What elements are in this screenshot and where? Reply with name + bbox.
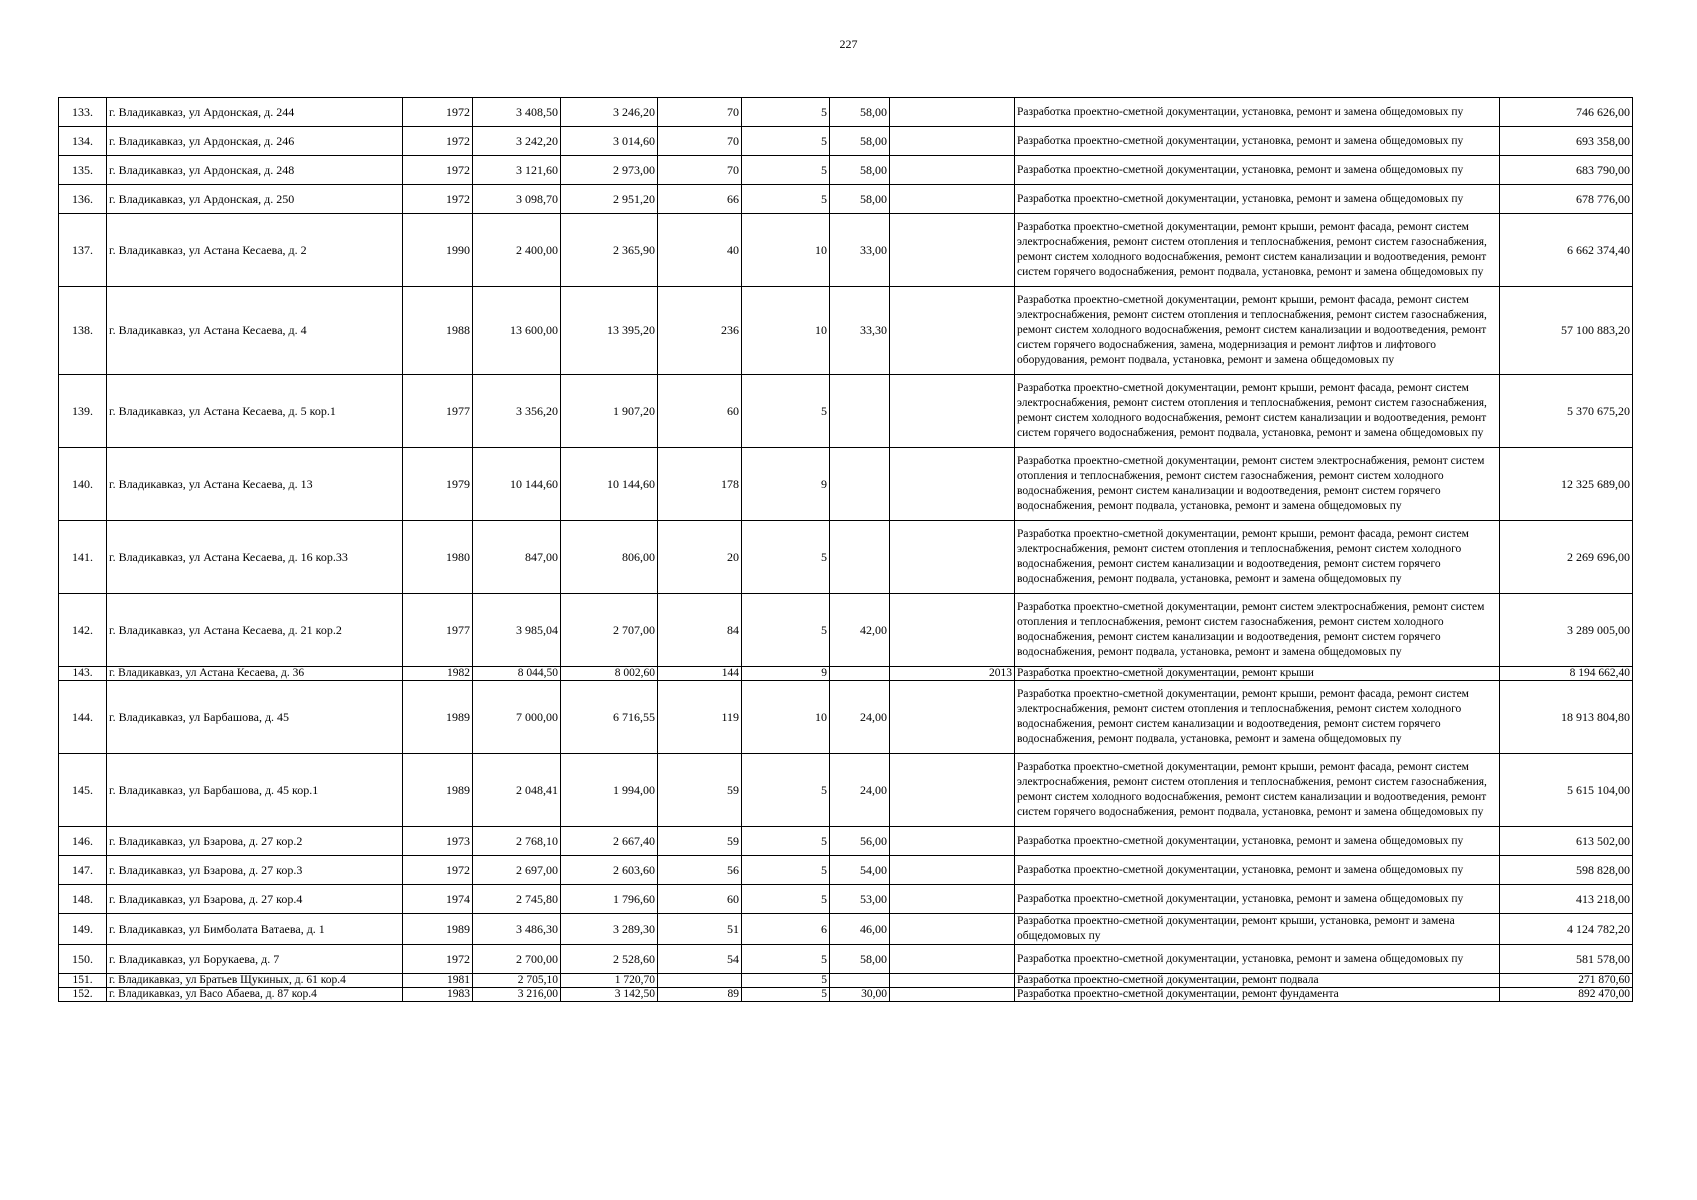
house-address-cell: г. Владикавказ, ул Бзарова, д. 27 кор.2 [107,827,403,856]
repair-works-cell: Разработка проектно-сметной документации, ремонт крыши, ремонт фасада, ремонт систем электроснабжения, ремонт систем отопления и теплоснабжения, ремонт систем газоснабжения, ремонт систем холодного водоснабжения, ремонт систем канализации и водоотведения, ремонт систем горячего водоснабжения, ремонт подвала, установка, ремонт и замена общедомовых пу [1015,375,1500,448]
floor-count-cell: 5 [742,521,830,594]
apartment-count-cell: 51 [658,914,742,945]
row-number-cell: 150. [59,945,107,974]
last-repair-year-cell [890,856,1015,885]
wear-percent-cell: 24,00 [830,754,890,827]
row-number-cell: 151. [59,974,107,988]
floor-count-cell: 6 [742,914,830,945]
table-row [59,448,1633,521]
total-area-cell: 3 098,70 [473,185,561,214]
total-area-cell: 3 408,50 [473,98,561,127]
table-row [59,827,1633,856]
house-address-cell: г. Владикавказ, ул Бзарова, д. 27 кор.3 [107,856,403,885]
wear-percent-cell: 46,00 [830,914,890,945]
wear-percent-cell: 24,00 [830,681,890,754]
apartment-count-cell: 70 [658,127,742,156]
repair-works-cell: Разработка проектно-сметной документации, ремонт подвала [1015,974,1500,988]
repair-cost-cell: 598 828,00 [1500,856,1633,885]
house-address-cell: г. Владикавказ, ул Бзарова, д. 27 кор.4 [107,885,403,914]
house-address-cell: г. Владикавказ, ул Васо Абаева, д. 87 кор.4 [107,988,403,1002]
repair-cost-cell: 6 662 374,40 [1500,214,1633,287]
repair-works-cell: Разработка проектно-сметной документации, установка, ремонт и замена общедомовых пу [1015,885,1500,914]
wear-percent-cell: 33,30 [830,287,890,375]
living-area-cell: 2 365,90 [561,214,658,287]
last-repair-year-cell [890,988,1015,1002]
living-area-cell: 3 142,50 [561,988,658,1002]
living-area-cell: 10 144,60 [561,448,658,521]
repair-works-cell: Разработка проектно-сметной документации, ремонт крыши, ремонт фасада, ремонт систем электроснабжения, ремонт систем отопления и теплоснабжения, ремонт систем холодного водоснабжения, ремонт систем канализации и водоотведения, ремонт систем горячего водоснабжения, ремонт подвала, установка, ремонт и замена общедомовых пу [1015,521,1500,594]
living-area-cell: 1 907,20 [561,375,658,448]
last-repair-year-cell [890,287,1015,375]
repair-works-cell: Разработка проектно-сметной документации, ремонт систем электроснабжения, ремонт систем отопления и теплоснабжения, ремонт систем газоснабжения, ремонт систем холодного водоснабжения, ремонт систем канализации и водоотведения, ремонт систем горячего водоснабжения, ремонт подвала, установка, ремонт и замена общедомовых пу [1015,448,1500,521]
apartment-count-cell: 144 [658,667,742,681]
repair-cost-cell: 5 370 675,20 [1500,375,1633,448]
last-repair-year-cell [890,521,1015,594]
repair-works-cell: Разработка проектно-сметной документации, ремонт систем электроснабжения, ремонт систем отопления и теплоснабжения, ремонт систем газоснабжения, ремонт систем холодного водоснабжения, ремонт систем канализации и водоотведения, ремонт систем горячего водоснабжения, ремонт подвала, установка, ремонт и замена общедомовых пу [1015,594,1500,667]
repair-works-cell: Разработка проектно-сметной документации, установка, ремонт и замена общедомовых пу [1015,98,1500,127]
living-area-cell: 2 528,60 [561,945,658,974]
living-area-cell: 1 994,00 [561,754,658,827]
total-area-cell: 847,00 [473,521,561,594]
wear-percent-cell: 53,00 [830,885,890,914]
construction-year-cell: 1972 [403,156,473,185]
row-number-cell: 135. [59,156,107,185]
construction-year-cell: 1972 [403,185,473,214]
table-row [59,375,1633,448]
apartment-count-cell: 60 [658,375,742,448]
wear-percent-cell: 56,00 [830,827,890,856]
apartment-count-cell: 40 [658,214,742,287]
apartment-count-cell: 84 [658,594,742,667]
total-area-cell: 2 768,10 [473,827,561,856]
apartment-count-cell: 66 [658,185,742,214]
row-number-cell: 137. [59,214,107,287]
construction-year-cell: 1983 [403,988,473,1002]
floor-count-cell: 5 [742,156,830,185]
last-repair-year-cell [890,98,1015,127]
construction-year-cell: 1972 [403,945,473,974]
table-row [59,856,1633,885]
construction-year-cell: 1989 [403,914,473,945]
last-repair-year-cell [890,974,1015,988]
house-address-cell: г. Владикавказ, ул Астана Кесаева, д. 13 [107,448,403,521]
last-repair-year-cell [890,681,1015,754]
total-area-cell: 2 048,41 [473,754,561,827]
house-address-cell: г. Владикавказ, ул Борукаева, д. 7 [107,945,403,974]
apartment-count-cell: 60 [658,885,742,914]
living-area-cell: 3 289,30 [561,914,658,945]
living-area-cell: 2 667,40 [561,827,658,856]
wear-percent-cell: 54,00 [830,856,890,885]
total-area-cell: 2 400,00 [473,214,561,287]
table-row [59,945,1633,974]
total-area-cell: 7 000,00 [473,681,561,754]
last-repair-year-cell: 2013 [890,667,1015,681]
total-area-cell: 2 705,10 [473,974,561,988]
floor-count-cell: 5 [742,988,830,1002]
page-number: 227 [839,37,858,51]
repair-cost-cell: 581 578,00 [1500,945,1633,974]
row-number-cell: 142. [59,594,107,667]
row-number-cell: 143. [59,667,107,681]
construction-year-cell: 1973 [403,827,473,856]
repair-cost-cell: 613 502,00 [1500,827,1633,856]
floor-count-cell: 5 [742,856,830,885]
wear-percent-cell: 42,00 [830,594,890,667]
row-number-cell: 133. [59,98,107,127]
table-row [59,594,1633,667]
table-row [59,885,1633,914]
row-number-cell: 147. [59,856,107,885]
wear-percent-cell: 58,00 [830,945,890,974]
floor-count-cell: 9 [742,448,830,521]
repair-works-cell: Разработка проектно-сметной документации, установка, ремонт и замена общедомовых пу [1015,827,1500,856]
last-repair-year-cell [890,945,1015,974]
apartment-count-cell: 119 [658,681,742,754]
house-address-cell: г. Владикавказ, ул Астана Кесаева, д. 4 [107,287,403,375]
row-number-cell: 145. [59,754,107,827]
row-number-cell: 144. [59,681,107,754]
construction-year-cell: 1990 [403,214,473,287]
total-area-cell: 2 745,80 [473,885,561,914]
wear-percent-cell [830,521,890,594]
living-area-cell: 6 716,55 [561,681,658,754]
repair-cost-cell: 57 100 883,20 [1500,287,1633,375]
repair-works-cell: Разработка проектно-сметной документации, установка, ремонт и замена общедомовых пу [1015,856,1500,885]
construction-year-cell: 1977 [403,594,473,667]
table-row [59,754,1633,827]
floor-count-cell: 9 [742,667,830,681]
wear-percent-cell: 33,00 [830,214,890,287]
apartment-count-cell [658,974,742,988]
living-area-cell: 1 720,70 [561,974,658,988]
apartment-count-cell: 178 [658,448,742,521]
house-address-cell: г. Владикавказ, ул Астана Кесаева, д. 36 [107,667,403,681]
floor-count-cell: 5 [742,185,830,214]
repair-works-cell: Разработка проектно-сметной документации, установка, ремонт и замена общедомовых пу [1015,156,1500,185]
apartment-count-cell: 56 [658,856,742,885]
repair-works-cell: Разработка проектно-сметной документации, ремонт крыши, ремонт фасада, ремонт систем электроснабжения, ремонт систем отопления и теплоснабжения, ремонт систем газоснабжения, ремонт систем холодного водоснабжения, ремонт систем канализации и водоотведения, ремонт систем горячего водоснабжения, ремонт подвала, установка, ремонт и замена общедомовых пу [1015,754,1500,827]
total-area-cell: 8 044,50 [473,667,561,681]
apartment-count-cell: 236 [658,287,742,375]
row-number-cell: 139. [59,375,107,448]
table-row [59,681,1633,754]
total-area-cell: 10 144,60 [473,448,561,521]
last-repair-year-cell [890,914,1015,945]
floor-count-cell: 5 [742,375,830,448]
construction-year-cell: 1988 [403,287,473,375]
floor-count-cell: 5 [742,98,830,127]
living-area-cell: 3 246,20 [561,98,658,127]
total-area-cell: 3 121,60 [473,156,561,185]
living-area-cell: 2 603,60 [561,856,658,885]
floor-count-cell: 10 [742,214,830,287]
row-number-cell: 136. [59,185,107,214]
wear-percent-cell [830,667,890,681]
floor-count-cell: 5 [742,594,830,667]
table-row [59,98,1633,127]
row-number-cell: 140. [59,448,107,521]
row-number-cell: 141. [59,521,107,594]
living-area-cell: 2 951,20 [561,185,658,214]
repair-cost-cell: 693 358,00 [1500,127,1633,156]
total-area-cell: 3 356,20 [473,375,561,448]
table-row [59,287,1633,375]
living-area-cell: 8 002,60 [561,667,658,681]
repair-cost-cell: 683 790,00 [1500,156,1633,185]
construction-year-cell: 1981 [403,974,473,988]
last-repair-year-cell [890,127,1015,156]
table-row [59,127,1633,156]
repair-works-cell: Разработка проектно-сметной документации, ремонт крыши, ремонт фасада, ремонт систем электроснабжения, ремонт систем отопления и теплоснабжения, ремонт систем холодного водоснабжения, ремонт систем канализации и водоотведения, ремонт систем горячего водоснабжения, ремонт подвала, установка, ремонт и замена общедомовых пу [1015,681,1500,754]
table-row [59,214,1633,287]
last-repair-year-cell [890,594,1015,667]
repair-cost-cell: 413 218,00 [1500,885,1633,914]
total-area-cell: 3 242,20 [473,127,561,156]
repair-cost-cell: 892 470,00 [1500,988,1633,1002]
floor-count-cell: 10 [742,287,830,375]
total-area-cell: 13 600,00 [473,287,561,375]
row-number-cell: 148. [59,885,107,914]
row-number-cell: 134. [59,127,107,156]
repair-cost-cell: 271 870,60 [1500,974,1633,988]
house-address-cell: г. Владикавказ, ул Астана Кесаева, д. 21 кор.2 [107,594,403,667]
floor-count-cell: 10 [742,681,830,754]
repair-cost-cell: 2 269 696,00 [1500,521,1633,594]
construction-year-cell: 1977 [403,375,473,448]
house-address-cell: г. Владикавказ, ул Ардонская, д. 246 [107,127,403,156]
row-number-cell: 138. [59,287,107,375]
living-area-cell: 2 707,00 [561,594,658,667]
house-address-cell: г. Владикавказ, ул Ардонская, д. 244 [107,98,403,127]
repair-works-cell: Разработка проектно-сметной документации, ремонт крыши, ремонт фасада, ремонт систем электроснабжения, ремонт систем отопления и теплоснабжения, ремонт систем газоснабжения, ремонт систем холодного водоснабжения, ремонт систем канализации и водоотведения, ремонт систем горячего водоснабжения, ремонт подвала, установка, ремонт и замена общедомовых пу [1015,214,1500,287]
construction-year-cell: 1989 [403,754,473,827]
construction-year-cell: 1989 [403,681,473,754]
last-repair-year-cell [890,754,1015,827]
floor-count-cell: 5 [742,885,830,914]
repair-works-cell: Разработка проектно-сметной документации, ремонт крыши, установка, ремонт и замена общедомовых пу [1015,914,1500,945]
last-repair-year-cell [890,827,1015,856]
repair-register-table [58,97,1633,1002]
table-row [59,988,1633,1002]
apartment-count-cell: 59 [658,827,742,856]
apartment-count-cell: 89 [658,988,742,1002]
table-row [59,914,1633,945]
register-body [59,98,1633,1002]
last-repair-year-cell [890,885,1015,914]
apartment-count-cell: 54 [658,945,742,974]
wear-percent-cell [830,448,890,521]
house-address-cell: г. Владикавказ, ул Астана Кесаева, д. 5 кор.1 [107,375,403,448]
wear-percent-cell [830,974,890,988]
repair-works-cell: Разработка проектно-сметной документации, ремонт крыши [1015,667,1500,681]
total-area-cell: 2 697,00 [473,856,561,885]
table-row [59,667,1633,681]
house-address-cell: г. Владикавказ, ул Бимболата Ватаева, д. 1 [107,914,403,945]
last-repair-year-cell [890,185,1015,214]
repair-cost-cell: 3 289 005,00 [1500,594,1633,667]
last-repair-year-cell [890,375,1015,448]
apartment-count-cell: 59 [658,754,742,827]
house-address-cell: г. Владикавказ, ул Барбашова, д. 45 [107,681,403,754]
repair-works-cell: Разработка проектно-сметной документации, ремонт фундамента [1015,988,1500,1002]
house-address-cell: г. Владикавказ, ул Астана Кесаева, д. 2 [107,214,403,287]
table-row [59,521,1633,594]
floor-count-cell: 5 [742,754,830,827]
last-repair-year-cell [890,448,1015,521]
table-row [59,156,1633,185]
living-area-cell: 806,00 [561,521,658,594]
wear-percent-cell: 58,00 [830,185,890,214]
repair-works-cell: Разработка проектно-сметной документации, установка, ремонт и замена общедомовых пу [1015,127,1500,156]
house-address-cell: г. Владикавказ, ул Астана Кесаева, д. 16 кор.33 [107,521,403,594]
wear-percent-cell: 58,00 [830,127,890,156]
apartment-count-cell: 20 [658,521,742,594]
house-address-cell: г. Владикавказ, ул Ардонская, д. 248 [107,156,403,185]
floor-count-cell: 5 [742,974,830,988]
living-area-cell: 1 796,60 [561,885,658,914]
repair-cost-cell: 4 124 782,20 [1500,914,1633,945]
living-area-cell: 2 973,00 [561,156,658,185]
repair-cost-cell: 746 626,00 [1500,98,1633,127]
total-area-cell: 3 486,30 [473,914,561,945]
floor-count-cell: 5 [742,127,830,156]
house-address-cell: г. Владикавказ, ул Братьев Щукиных, д. 61 кор.4 [107,974,403,988]
repair-works-cell: Разработка проектно-сметной документации, ремонт крыши, ремонт фасада, ремонт систем электроснабжения, ремонт систем отопления и теплоснабжения, ремонт систем газоснабжения, ремонт систем холодного водоснабжения, ремонт систем канализации и водоотведения, ремонт систем горячего водоснабжения, замена, модернизация и ремонт лифтов и лифтового оборудования, ремонт подвала, установка, ремонт и замена общедомовых пу [1015,287,1500,375]
living-area-cell: 13 395,20 [561,287,658,375]
living-area-cell: 3 014,60 [561,127,658,156]
repair-works-cell: Разработка проектно-сметной документации, установка, ремонт и замена общедомовых пу [1015,185,1500,214]
repair-cost-cell: 8 194 662,40 [1500,667,1633,681]
row-number-cell: 152. [59,988,107,1002]
repair-works-cell: Разработка проектно-сметной документации, установка, ремонт и замена общедомовых пу [1015,945,1500,974]
table-row [59,185,1633,214]
repair-cost-cell: 678 776,00 [1500,185,1633,214]
construction-year-cell: 1972 [403,98,473,127]
table-row [59,974,1633,988]
total-area-cell: 3 985,04 [473,594,561,667]
repair-cost-cell: 5 615 104,00 [1500,754,1633,827]
total-area-cell: 2 700,00 [473,945,561,974]
wear-percent-cell [830,375,890,448]
house-address-cell: г. Владикавказ, ул Барбашова, д. 45 кор.1 [107,754,403,827]
row-number-cell: 146. [59,827,107,856]
last-repair-year-cell [890,214,1015,287]
wear-percent-cell: 58,00 [830,156,890,185]
apartment-count-cell: 70 [658,98,742,127]
repair-cost-cell: 18 913 804,80 [1500,681,1633,754]
total-area-cell: 3 216,00 [473,988,561,1002]
floor-count-cell: 5 [742,945,830,974]
construction-year-cell: 1979 [403,448,473,521]
row-number-cell: 149. [59,914,107,945]
construction-year-cell: 1972 [403,127,473,156]
construction-year-cell: 1982 [403,667,473,681]
construction-year-cell: 1974 [403,885,473,914]
construction-year-cell: 1980 [403,521,473,594]
floor-count-cell: 5 [742,827,830,856]
apartment-count-cell: 70 [658,156,742,185]
construction-year-cell: 1972 [403,856,473,885]
wear-percent-cell: 30,00 [830,988,890,1002]
house-address-cell: г. Владикавказ, ул Ардонская, д. 250 [107,185,403,214]
last-repair-year-cell [890,156,1015,185]
repair-cost-cell: 12 325 689,00 [1500,448,1633,521]
wear-percent-cell: 58,00 [830,98,890,127]
